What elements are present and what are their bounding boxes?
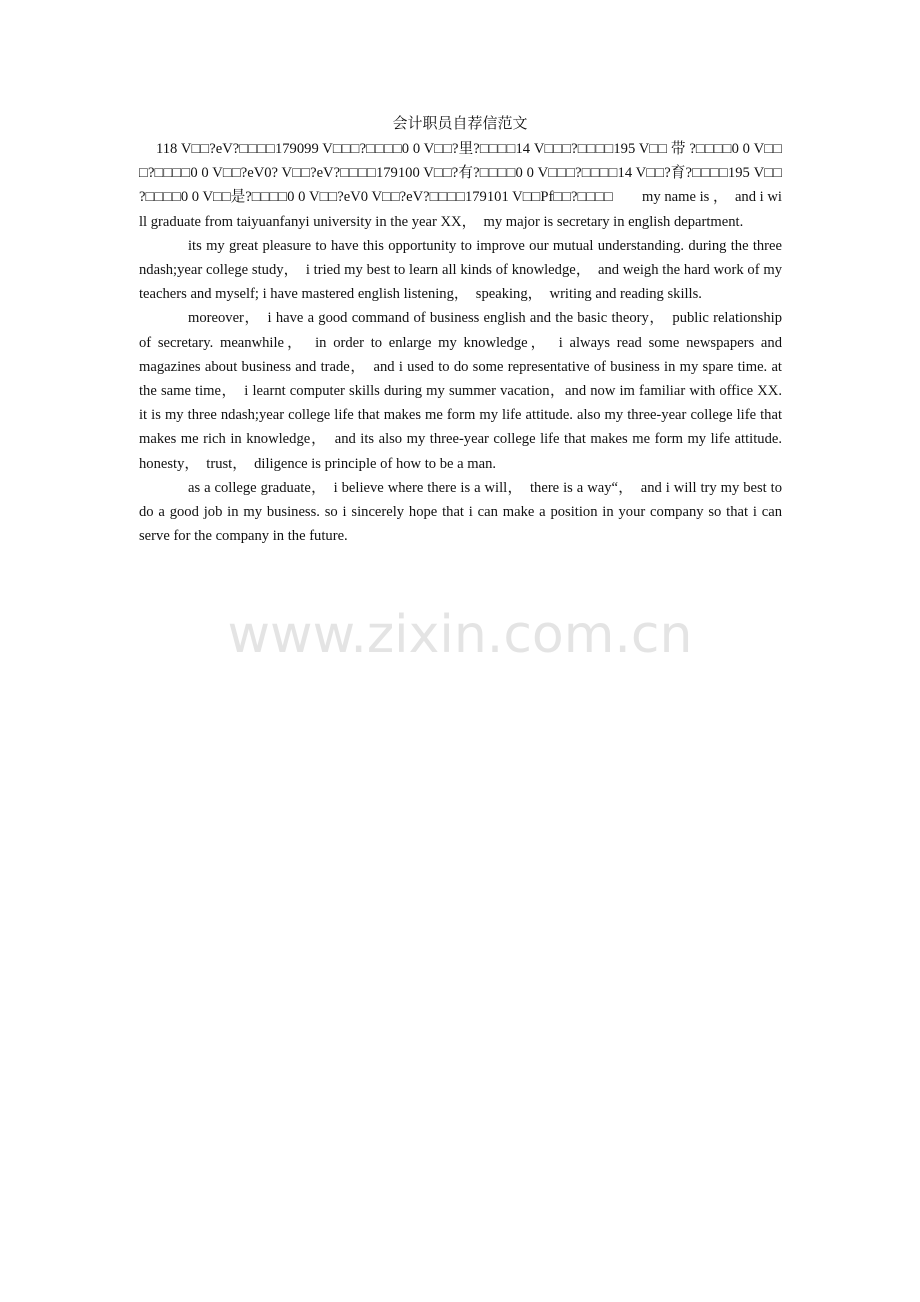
paragraph-skills: moreover， i have a good command of business english and the basic theory， public relationship of secretary. meanwhile， in order to enlarge my knowledge， i always read some newspapers and magazines about business and trade， and i used to do some representative of business in my spare time. at the same time， i learnt computer skills during my summer vacation，and now im familiar with office XX. it is my three ndash;year college life that makes me form my life attitude. also my three-year college life that makes me rich in knowledge， and its also my three-year college life that makes me form my life attitude. honesty， trust， diligence is principle of how to be a man. <box>139 310 782 472</box>
paragraph-closing: as a college graduate， i believe where there is a will， there is a way“， and i will try my best to do a good job in my business. so i sincerely hope that i can make a position in your company so that i can serve for the company in the future. <box>139 479 782 545</box>
paragraph-education: its my great pleasure to have this opportunity to improve our mutual understanding. during the three ndash;year college study， i tried my best to learn all kinds of knowledge， and weigh the hard work of my teachers and myself; i have mastered english listening， speaking， writing and reading skills. <box>139 237 782 303</box>
document-body <box>139 137 782 548</box>
paragraph-intro: 118 V□□?eV?□□□□179099 V□□□?□□□□0 0 V□□?里?□□□□14 V□□□?□□□□195 V□□ 带 ?□□□□0 0 V□□□?□□□□0 0 V□□?eV0? V□□?eV?□□□□179100 V□□?有?□□□□0 0 V□□□?□□□□14 V□□?育?□□□□195 V□□ ?□□□□0 0 V□□是?□□□□0 0 V□□?eV0 V□□?eV?□□□□179101 V□□Pf□□?□□□□ my name is ， and i will graduate from taiyuanfanyi university in the year XX， my major is secretary in english department. <box>139 141 782 230</box>
watermark: www.zixin.com.cn <box>227 605 693 665</box>
document-title: 会计职员自荐信范文 <box>392 116 528 132</box>
